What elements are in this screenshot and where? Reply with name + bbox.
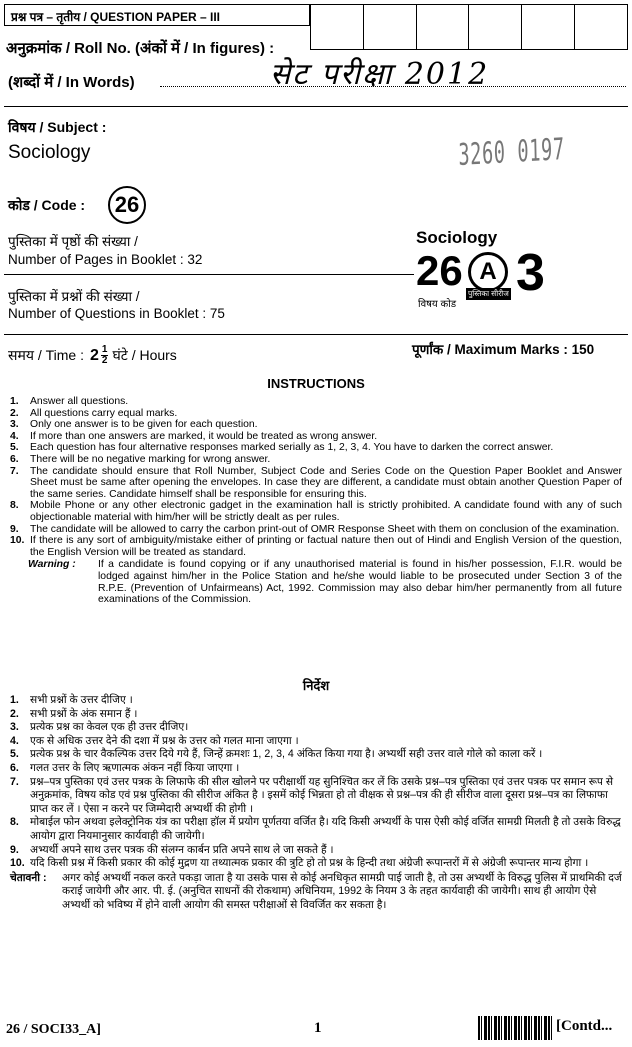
series-letter: A: [479, 258, 497, 285]
roll-digit-box[interactable]: [575, 5, 627, 49]
item-number: 1.: [10, 694, 19, 706]
roll-digit-box[interactable]: [417, 5, 470, 49]
list-item: [10, 857, 622, 871]
item-number: 10.: [10, 535, 25, 547]
nirdesh-title: निर्देश: [302, 678, 330, 693]
item-number: 8.: [10, 500, 19, 512]
item-text: The candidate will be allowed to carry the carbon print-out of OMR Response Sheet with them on conclusion of the examination.: [30, 523, 620, 535]
item-number: 5.: [10, 442, 19, 454]
item-text: एक से अधिक उत्तर देने की दशा में प्रश्न के उत्तर को गलत माना जाएगा ।: [30, 734, 299, 747]
item-number: 1.: [10, 396, 19, 407]
list-item: [10, 419, 622, 431]
instructions-list: [10, 396, 622, 606]
roll-digit-box[interactable]: [311, 5, 364, 49]
item-number: 10.: [10, 857, 25, 870]
item-number: 9.: [10, 843, 19, 856]
item-number: 5.: [10, 748, 19, 761]
time-fraction: [101, 345, 109, 366]
serial-stamp: 3260 0197: [458, 132, 566, 173]
warning-label: Warning :: [28, 559, 76, 571]
item-number: 3.: [10, 419, 19, 431]
item-text: Mobile Phone or any other electronic gadget in the examination hall is strictly prohibited. A candidate found with any of such objectionable material with him/her will be strictly dealt as per rules.: [30, 500, 622, 523]
list-item: [10, 776, 622, 817]
handwritten-words: सेट परीक्षा 2012: [270, 57, 490, 92]
time-label: समय / Time :: [8, 347, 84, 363]
time-unit: घंटे / Hours: [112, 347, 177, 363]
item-text: यदि किसी प्रश्न में किसी प्रकार की कोई मुद्रण या तथ्यात्मक प्रकार की त्रुटि हो तो प्रश्न के हिन्दी तथा अंग्रेजी रूपान्तरों में से अंग्रेजी रूपान्तर मान्य होगा ।: [30, 857, 589, 870]
code-circle: [108, 186, 146, 224]
item-text: अभ्यर्थी अपने साथ उत्तर पत्रक की संलग्न कार्बन प्रति अपने साथ ले जा सकते हैं ।: [30, 843, 334, 856]
roll-digit-box[interactable]: [522, 5, 575, 49]
item-text: There will be no negative marking for wrong answer.: [30, 453, 271, 465]
divider: [4, 106, 628, 107]
nirdesh-list: [10, 694, 622, 913]
list-item: [10, 708, 622, 722]
item-number: 6.: [10, 761, 19, 774]
list-item: [10, 748, 622, 762]
right-subject: Sociology: [416, 228, 498, 247]
item-text: If more than one answers are marked, it would be treated as wrong answer.: [30, 430, 378, 442]
list-item: [10, 762, 622, 776]
code-value: 26: [114, 192, 140, 217]
item-text: Answer all questions.: [30, 396, 129, 407]
item-text: Only one answer is to be given for each question.: [30, 419, 258, 431]
roll-number-boxes[interactable]: [310, 4, 628, 50]
warning-text: अगर कोई अभ्यर्थी नकल करते पकड़ा जाता है या उसके पास से कोई अनधिकृत सामग्री पाई जाती है, तो उस अभ्यर्थी के विरुद्ध पुलिस में प्राथमिकी दर्ज कराई जायेगी और आर. पी. ई. (अनुचित साधनों की रोकथाम) अधिनियम, 1992 के नियम 3 के तहत कार्यवाही की जायेगी। साथ ही आयोग ऐसे अभ्यर्थी को भविष्य में होने वाली आयोग की समस्त परीक्षाओं से विवर्जित कर सकता है।: [62, 871, 622, 911]
question-paper-label: प्रश्न पत्र – तृतीय / QUESTION PAPER – III: [4, 4, 310, 26]
instructions-title: INSTRUCTIONS: [267, 376, 365, 391]
list-item: [10, 721, 622, 735]
item-number: 9.: [10, 523, 19, 535]
divider: [4, 334, 628, 335]
item-text: प्रश्न–पत्र पुस्तिका एवं उत्तर पत्रक के लिफाफे की सील खोलने पर परीक्षार्थी यह सुनिश्चित कर लें कि उसके प्रश्न–पत्र पुस्तिका एवं उत्तर पत्रक पर समान रूप से अनुक्रमांक, विषय कोड एवं प्रश्न पुस्तिका की सीरीज अंकित है । इसमें कोई भिन्नता हो तो वीक्षक से प्रश्न–पत्र की ही सीरीज वाला दूसरा प्रश्न–पत्र का लिफाफा प्राप्त कर लें । ऐसा न करने पर जिम्मेदारी अभ्यर्थी की होगी ।: [30, 775, 614, 815]
time-row: [8, 345, 177, 366]
series-caption: पुस्तिका सीरीज: [468, 289, 509, 298]
list-item: [10, 454, 622, 466]
pages-label-english: Number of Pages in Booklet : 32: [8, 252, 203, 267]
code-label: कोड / Code :: [8, 197, 86, 213]
item-text: सभी प्रश्नों के उत्तर दीजिए ।: [30, 694, 133, 706]
time-whole: 2: [90, 346, 99, 364]
list-item: [10, 442, 622, 454]
list-item: [10, 816, 622, 843]
list-item: [10, 735, 622, 749]
item-text: All questions carry equal marks.: [30, 407, 178, 419]
list-item: [10, 535, 622, 558]
pages-label-hindi: पुस्तिका में पृष्ठों की संख्या /: [8, 234, 138, 249]
list-item: [10, 466, 622, 501]
list-item: [10, 524, 622, 536]
item-text: सभी प्रश्नों के अंक समान हैं ।: [30, 707, 138, 720]
subject-label: विषय / Subject :: [8, 119, 107, 135]
item-number: 2.: [10, 707, 19, 720]
item-text: प्रत्येक प्रश्न का केवल एक ही उत्तर दीजिए।: [30, 721, 189, 734]
list-item: [10, 844, 622, 858]
item-text: If there is any sort of ambiguity/mistake either of printing or factual nature then out of Hindi and English Version of the question, the English Version will be treated as standard.: [30, 535, 622, 558]
item-text: मोबाईल फोन अथवा इलेक्ट्रोनिक यंत्र का परीक्षा हॉल में प्रयोग पूर्णतया वर्जित है। यदि किसी अभ्यर्थी के पास ऐसी कोई वर्जित सामग्री मिलती है तो उसके विरुद्ध आयोग द्वारा नियमानुसार कार्यवाही की जायेगी।: [30, 816, 621, 842]
max-marks: पूर्णांक / Maximum Marks : 150: [412, 342, 595, 357]
time-denominator: 2: [101, 355, 108, 366]
item-text: प्रत्येक प्रश्न के चार वैकल्पिक उत्तर दिये गये हैं, जिन्हें क्रमशः 1, 2, 3, 4 अंकित किया गया है। अभ्यर्थी सही उत्तर वाले गोले को काला करें ।: [30, 748, 543, 761]
subject-value: Sociology: [8, 142, 91, 163]
words-label: (शब्दों में / In Words): [8, 74, 135, 91]
warning-text: If a candidate is found copying or if any unauthorised material is found in his/her possession, F.I.R. would be lodged against him/her in the Police Station and he/she would liable to be prosecuted under Section 3 of the R.P.E. (Prevention of Unfairmeans) Act, 1992. Commission may also debar him/her permanently from all future examinations of the Commission.: [98, 559, 622, 606]
barcode: [478, 1016, 552, 1040]
footer-code: 26 / SOCI33_A]: [6, 1022, 101, 1037]
item-number: 7.: [10, 775, 19, 788]
paper-number: 3: [516, 244, 545, 302]
divider: [4, 274, 414, 275]
item-number: 4.: [10, 734, 19, 747]
right-code: 26: [416, 247, 463, 294]
list-item: [10, 500, 622, 523]
warning-row: [10, 872, 622, 913]
code-caption: विषय कोड: [418, 299, 457, 310]
item-number: 4.: [10, 430, 19, 442]
item-text: The candidate should ensure that Roll Number, Subject Code and Series Code on the Question Paper Booklet and Answer Sheet must be same after opening the envelopes. In case they are different, a candidate must obtain another Question Paper of the same series. Candidate himself shall be responsible for ensuring this.: [30, 465, 622, 500]
contd-label: [Contd...: [556, 1018, 613, 1034]
item-number: 6.: [10, 453, 19, 465]
questions-label-english: Number of Questions in Booklet : 75: [8, 306, 225, 321]
list-item: [10, 694, 622, 708]
page-number: 1: [314, 1020, 322, 1036]
item-number: 3.: [10, 721, 19, 734]
list-item: [10, 431, 622, 443]
item-number: 7.: [10, 465, 19, 477]
item-text: गलत उत्तर के लिए ऋणात्मक अंकन नहीं किया जाएगा ।: [30, 761, 240, 774]
list-item: [10, 396, 622, 408]
roll-number-label: अनुक्रमांक / Roll No. (अंकों में / In figures) :: [6, 40, 275, 57]
time-numerator: 1: [101, 344, 108, 355]
warning-row: [10, 559, 622, 605]
list-item: [10, 408, 622, 420]
item-number: 2.: [10, 407, 19, 419]
series-circle: [468, 252, 508, 292]
roll-digit-box[interactable]: [364, 5, 417, 49]
roll-digit-box[interactable]: [469, 5, 522, 49]
warning-label: चेतावनी :: [10, 871, 47, 884]
questions-label-hindi: पुस्तिका में प्रश्नों की संख्या /: [8, 289, 140, 304]
item-text: Each question has four alternative responses marked serially as 1, 2, 3, 4. You have to darken the correct answer.: [30, 442, 554, 454]
item-number: 8.: [10, 816, 19, 829]
